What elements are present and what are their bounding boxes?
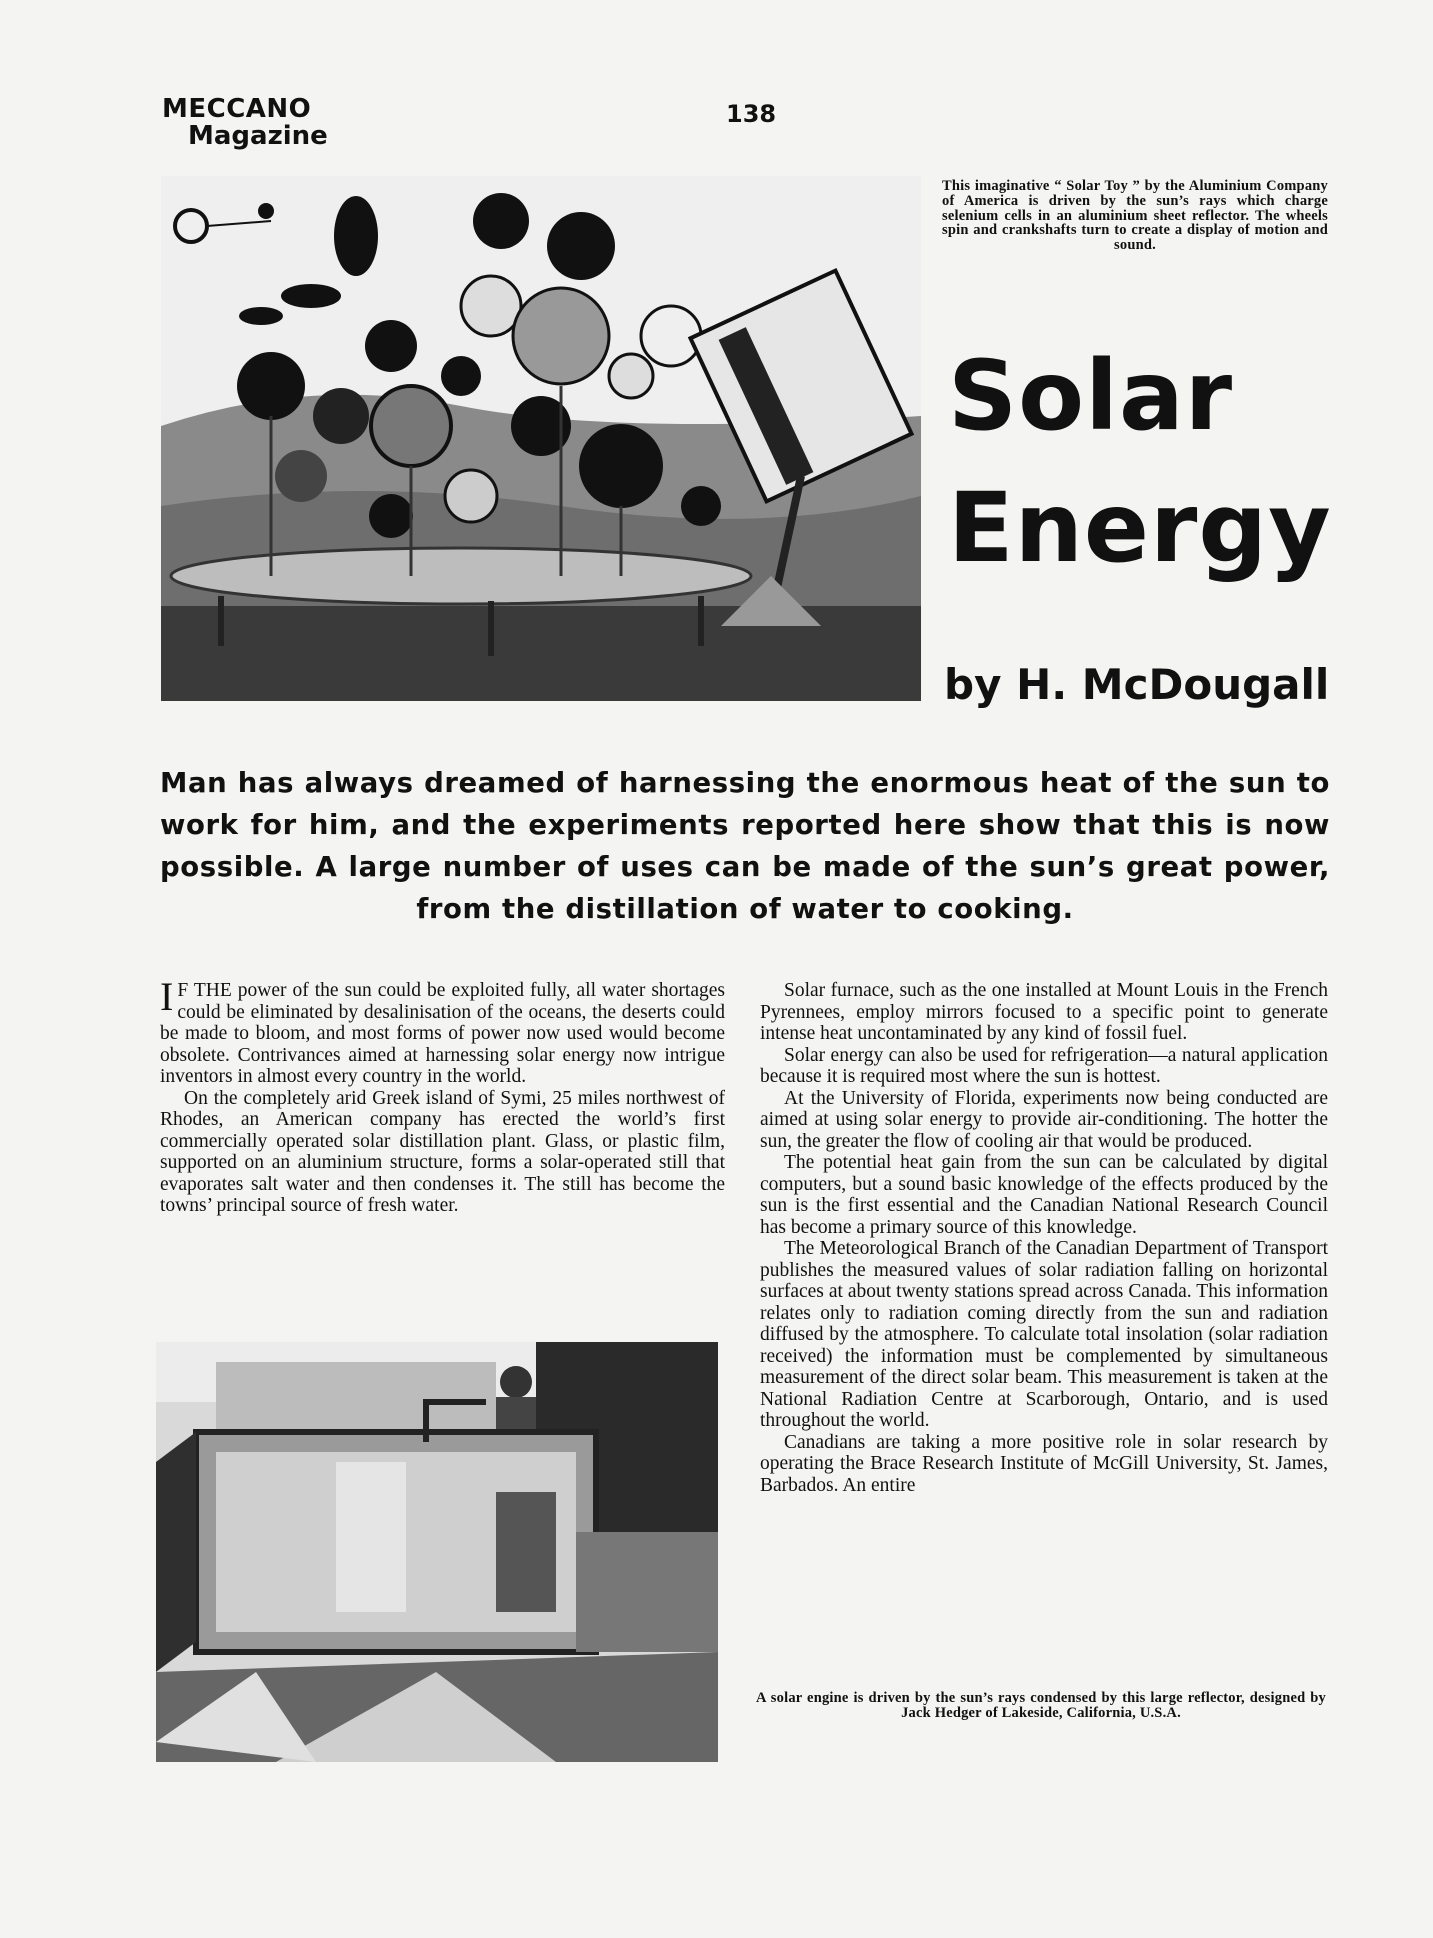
right-column <box>760 980 1328 1496</box>
article-title <box>948 330 1332 594</box>
right-paragraph-1: Solar furnace, such as the one installed at Mount Louis in the French Pyrennees, employ mirrors focused to a specific point to generate intense heat uncontaminated by any kind of fossil fuel. <box>760 980 1328 1044</box>
solar-engine-photo <box>156 1342 718 1762</box>
right-paragraph-5: The Meteorological Branch of the Canadian Department of Transport publishes the measured values of solar radiation falling on horizontal surfaces at about twenty stations spread across Canada. This information relates only to radiation coming directly from the sun and radiation diffused by the atmosphere. To calculate total insolation (solar radiation received) the information must be complemented by simultaneous measurement of the direct solar beam. This measurement is taken at the National Radiation Centre at Scarborough, Ontario, and is used throughout the world. <box>760 1238 1328 1431</box>
bottom-photo-caption: A solar engine is driven by the sun’s rays condensed by this large reflector, designed by Jack Hedger of Lakeside, California, U.S.A. <box>756 1690 1326 1722</box>
left-paragraph-2: On the completely arid Greek island of Symi, 25 miles northwest of Rhodes, an American company has erected the world’s first commercially operated solar distillation plant. Glass, or plastic film, supported on an aluminium structure, forms a solar-operated still that evaporates salt water and then condenses it. The still has become the towns’ principal source of fresh water. <box>160 1087 725 1216</box>
left-paragraph-1-text: F THE power of the sun could be exploited fully, all water shortages could be eliminated by desalinisation of the oceans, the deserts could be made to bloom, and most forms of power now used would become obsolete. Contrivances aimed at harnessing solar energy now intrigue inventors in almost every country in the world. <box>160 980 725 1087</box>
right-paragraph-4: The potential heat gain from the sun can be calculated by digital computers, but a sound basic knowledge of the effects produced by the sun is the first essential and the Canadian National Research Council has become a primary source of this knowledge. <box>760 1152 1328 1238</box>
masthead <box>162 96 328 151</box>
right-paragraph-6: Canadians are taking a more positive role in solar research by operating the Brace Research Institute of McGill University, St. James, Barbados. An entire <box>760 1431 1328 1496</box>
solar-engine-photo-graphic <box>156 1342 718 1762</box>
masthead-line2: Magazine <box>188 121 328 152</box>
masthead-line1: MECCANO <box>162 94 312 124</box>
title-line-solar: Solar <box>948 340 1234 452</box>
drop-cap: I <box>160 974 174 1019</box>
solar-toy-photo-graphic <box>161 176 921 701</box>
left-column <box>160 974 725 1217</box>
left-paragraph-1 <box>160 974 725 1088</box>
right-paragraph-2: Solar energy can also be used for refrigeration—a natural application because it is required most where the sun is hottest. <box>760 1044 1328 1087</box>
page-number: 138 <box>726 100 777 128</box>
solar-toy-photo <box>161 176 921 701</box>
right-paragraph-3: At the University of Florida, experiments now being conducted are aimed at using solar energy to provide air-conditioning. The hotter the sun, the greater the flow of cooling air that would be produced. <box>760 1087 1328 1152</box>
article-intro: Man has always dreamed of harnessing the enormous heat of the sun to work for him, and the experiments reported here show that this is now possible. A large number of uses can be made of the sun’s great power, from the distillation of water to cooking. <box>160 767 1330 925</box>
title-line-energy: Energy <box>948 472 1332 584</box>
top-photo-caption: This imaginative “ Solar Toy ” by the Aluminium Company of America is driven by the sun’s rays which charge selenium cells in an aluminium sheet reflector. The wheels spin and crankshafts turn to create a display of motion and sound. <box>942 178 1328 254</box>
byline: by H. McDougall <box>944 660 1330 709</box>
